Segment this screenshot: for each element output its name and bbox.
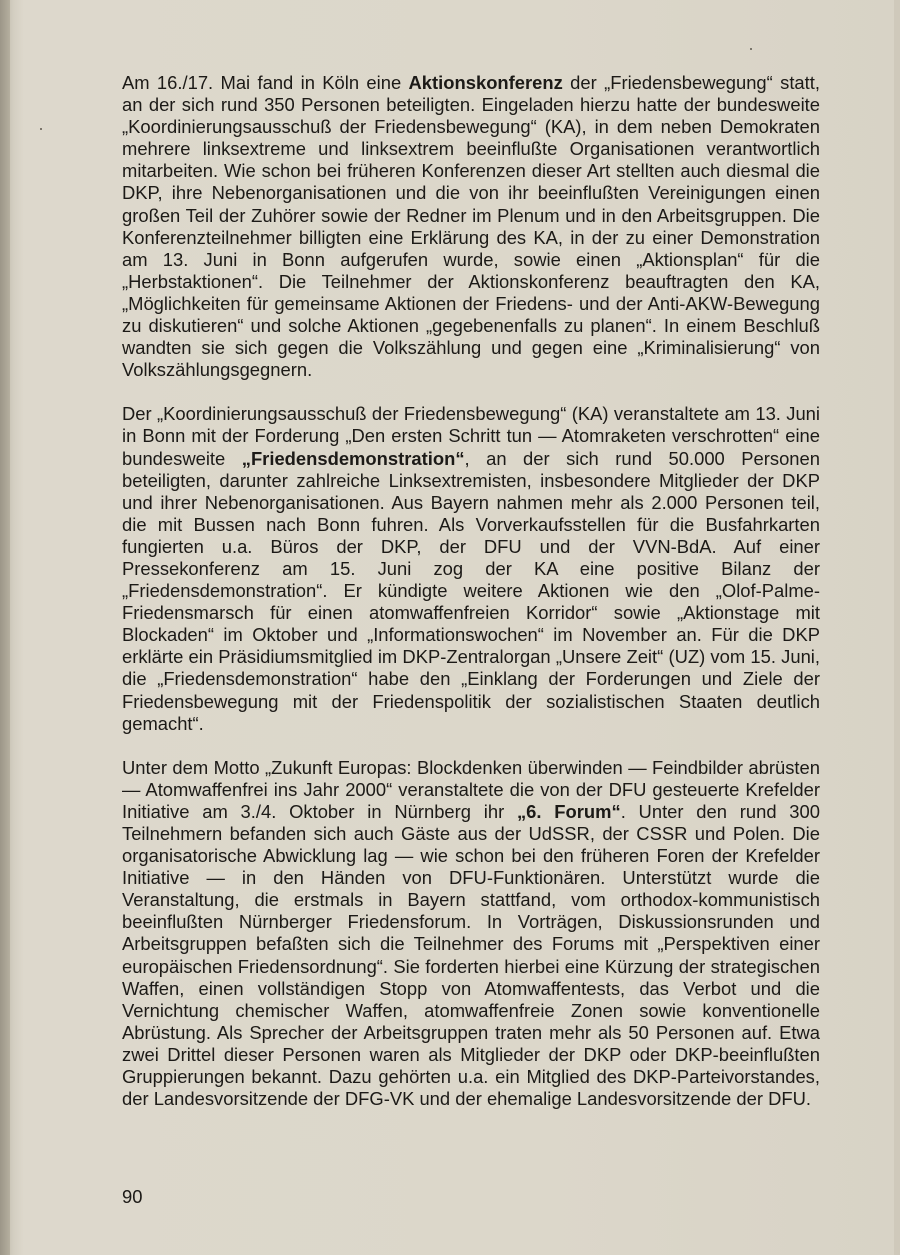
paragraph-text: Am 16./17. Mai fand in Köln eine: [122, 72, 409, 93]
paragraph-friedensdemonstration: [122, 403, 820, 734]
page-binding-edge: [0, 0, 10, 1255]
paragraph-text: der „Friedensbewegung“ statt, an der sich rund 350 Personen beteiligten. Eingeladen hierzu hatte der bundesweite „Koordinierungsausschuß der Friedensbewegung“ (KA), in dem neben Demokraten mehrere linksextreme und linksextrem beeinflußte Organisationen verantwortlich mitarbeiten. Wie schon bei früheren Konferenzen dieser Art stellten auch diesmal die DKP, ihre Nebenorganisationen und die von ihr beeinflußten Vereinigungen einen großen Teil der Zuhörer sowie der Redner im Plenum und in den Arbeitsgruppen. Die Konferenzteilnehmer billigten eine Erklärung des KA, in der zu einer Demonstration am 13. Juni in Bonn aufgerufen wurde, sowie einen „Aktionsplan“ für die „Herbstaktionen“. Die Teilnehmer der Aktionskonferenz beauftragten den KA, „Möglichkeiten für gemeinsame Aktionen der Friedens- und der Anti-AKW-Bewegung zu diskutieren“ und solche Aktionen „gegebenenfalls zu planen“. In einem Beschluß wandten sie sich gegen die Volkszählung und gegen eine „Kriminalisierung“ von Volkszählungsgegnern.: [122, 72, 820, 381]
paragraph-text: Der „Koordinierungsausschuß der Friedensbewegung“ (KA) veranstaltete am 13. Juni in Bonn mit der Forderung „Den ersten Schritt tun — Atomraketen verschrotten“ eine bundesweite: [122, 403, 820, 469]
paragraph-text: Unter dem Motto „Zukunft Europas: Blockdenken überwinden — Feindbilder abrüsten — Atomwaffenfrei ins Jahr 2000“ veranstaltete die von der DFU gesteuerte Krefelder Initiative am 3./4. Oktober in Nürnberg ihr: [122, 756, 820, 822]
paragraph-aktionskonferenz: [122, 72, 820, 381]
paragraph-forum: [122, 757, 820, 1111]
paragraph-text: , an der sich rund 50.000 Personen beteiligten, darunter zahlreiche Linksextremisten, insbesondere Mitglieder der DKP und ihrer Nebenorganisationen. Aus Bayern nahmen mehr als 2.000 Personen teil, die mit Bussen nach Bonn fuhren. Als Vorverkaufsstellen für die Busfahrkarten fungierten u.a. Büros der DKP, der DFU und der VVN-BdA. Auf einer Pressekonferenz am 15. Juni zog der KA eine positive Bilanz der „Friedensdemonstration“. Er kündigte weitere Aktionen wie den „Olof-Palme-Friedensmarsch für einen atomwaffenfreien Korridor“ sowie „Aktionstage mit Blockaden“ im Oktober und „Informationswochen“ im November an. Für die DKP erklärte ein Präsidiumsmitglied im DKP-Zentralorgan „Unsere Zeit“ (UZ) vom 15. Juni, die „Friedensdemonstration“ habe den „Einklang der Forderungen und Ziele der Friedensbewegung mit der Friedenspolitik der sozialistischen Staaten deutlich gemacht“.: [122, 447, 820, 734]
page-number: 90: [122, 1186, 143, 1207]
body-text: [122, 72, 820, 1132]
emphasis-term: Aktionskonferenz: [408, 72, 563, 93]
emphasis-term: „6. Forum“: [516, 800, 621, 822]
scan-speck: [750, 48, 752, 50]
emphasis-term: „Friedensdemonstration“: [241, 447, 465, 469]
paragraph-text: . Unter den rund 300 Teilnehmern befanden sich auch Gäste aus der UdSSR, der CSSR und Polen. Die organisatorische Abwicklung lag — wie schon bei den früheren Foren der Krefelder Initiative — in den Händen von DFU-Funktionären. Unterstützt wurde die Veranstaltung, die erstmals in Bayern stattfand, vom orthodox-kommunistisch beeinflußten Nürnberger Friedensforum. In Vorträgen, Diskussionsrunden und Arbeitsgruppen befaßten sich die Teilnehmer des Forums mit „Perspektiven einer europäischen Friedensordnung“. Sie forderten hierbei eine Kürzung der strategischen Waffen, einen vollständigen Stopp von Atomwaffentests, das Verbot und die Vernichtung chemischer Waffen, atomwaffenfreie Zonen sowie konventionelle Abrüstung. Als Sprecher der Arbeitsgruppen traten mehr als 50 Personen auf. Etwa zwei Drittel dieser Personen waren als Mitglieder der DKP oder DKP-beeinflußten Gruppierungen bekannt. Dazu gehörten u.a. ein Mitglied des DKP-Parteivorstandes, der Landesvorsitzende der DFG-VK und der ehemalige Landesvorsitzende der DFU.: [122, 800, 820, 1110]
scan-speck: [40, 128, 42, 130]
page-right-edge: [894, 0, 900, 1255]
